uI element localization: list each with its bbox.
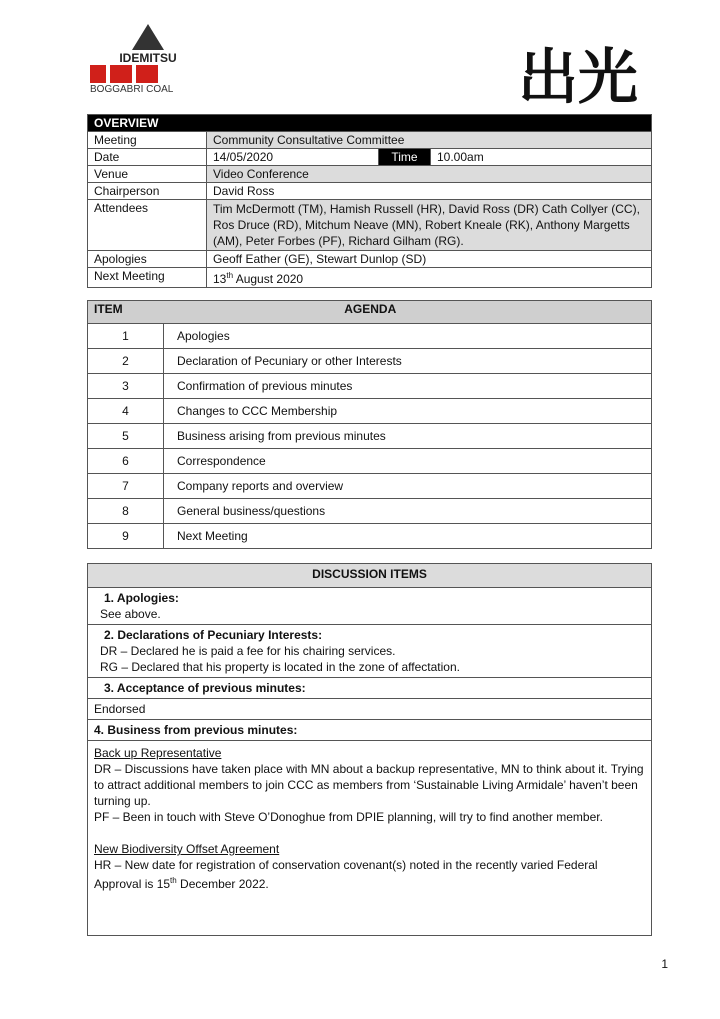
agenda-row [88, 374, 652, 399]
agenda-col-item: ITEM [88, 301, 164, 324]
chair-label: Chairperson [88, 183, 207, 200]
apologies-value: Geoff Eather (GE), Stewart Dunlop (SD) [207, 251, 652, 268]
agenda-row [88, 524, 652, 549]
date-value: 14/05/2020 [207, 149, 379, 166]
section-apologies-body: See above. [100, 607, 161, 621]
biodiversity-heading: New Biodiversity Offset Agreement [94, 842, 280, 856]
backup-rep-para-1: DR – Discussions have taken place with MN about a backup representative, MN to think about it. Trying to attract additional members to join CCC as members from ‘Sustainable Living Armidale’ haven’t been turning up. [94, 762, 644, 808]
idemitsu-logo [88, 22, 208, 96]
attendees-value: Tim McDermott (TM), Hamish Russell (HR), David Ross (DR) Cath Collyer (CC), Ros Druce (RD), Mitchum Neave (MN), Robert Kneale (RK), Anthony Margetts (AM), Peter Forbes (PF), Richard Gilham (RG). [207, 200, 652, 251]
chair-value: David Ross [207, 183, 652, 200]
apologies-label: Apologies [88, 251, 207, 268]
agenda-item-title: Apologies [164, 324, 652, 349]
agenda-item-number: 4 [88, 399, 164, 424]
kanji-logo [518, 44, 658, 108]
agenda-row [88, 474, 652, 499]
agenda-table [87, 300, 652, 549]
agenda-item-number: 3 [88, 374, 164, 399]
agenda-row [88, 324, 652, 349]
agenda-item-title: Next Meeting [164, 524, 652, 549]
discussion-title: DISCUSSION ITEMS [88, 564, 652, 588]
agenda-col-agenda: AGENDA [164, 301, 652, 324]
section-acceptance-title: 3. Acceptance of previous minutes: [88, 678, 652, 699]
section-business-title: 4. Business from previous minutes: [88, 720, 652, 741]
agenda-item-number: 5 [88, 424, 164, 449]
meeting-label: Meeting [88, 132, 207, 149]
pecuniary-section [88, 625, 652, 678]
biodiversity-para: HR – New date for registration of conservation covenant(s) noted in the recently varied Federal Approval is 15th December 2022. [94, 858, 598, 891]
agenda-item-number: 9 [88, 524, 164, 549]
backup-rep-para-2: PF – Been in touch with Steve O’Donoghue from DPIE planning, will try to find another member. [94, 810, 603, 824]
svg-text:BOGGABRI COAL: BOGGABRI COAL [90, 84, 174, 95]
agenda-item-number: 6 [88, 449, 164, 474]
svg-text:IDEMITSU: IDEMITSU [119, 51, 177, 65]
pecuniary-line-1: DR – Declared he is paid a fee for his chairing services. [100, 644, 396, 658]
pecuniary-line-2: RG – Declared that his property is located in the zone of affectation. [100, 660, 460, 674]
overview-title: OVERVIEW [88, 115, 652, 132]
time-label: Time [379, 149, 431, 166]
venue-value: Video Conference [207, 166, 652, 183]
backup-rep-heading: Back up Representative [94, 746, 222, 760]
agenda-row [88, 399, 652, 424]
agenda-item-title: Business arising from previous minutes [164, 424, 652, 449]
section-acceptance-body: Endorsed [88, 699, 652, 720]
section-apologies-title: 1. Apologies: [104, 591, 179, 605]
apologies-section [88, 588, 652, 625]
business-section [88, 741, 652, 936]
time-value: 10.00am [431, 149, 652, 166]
attendees-label: Attendees [88, 200, 207, 251]
agenda-item-title: General business/questions [164, 499, 652, 524]
next-meeting-value: 13th August 2020 [207, 268, 652, 288]
next-meeting-label: Next Meeting [88, 268, 207, 288]
agenda-item-number: 7 [88, 474, 164, 499]
section-pecuniary-title: 2. Declarations of Pecuniary Interests: [104, 628, 323, 642]
meeting-value: Community Consultative Committee [207, 132, 652, 149]
agenda-item-title: Correspondence [164, 449, 652, 474]
agenda-row [88, 499, 652, 524]
overview-table [87, 114, 652, 288]
agenda-row [88, 424, 652, 449]
agenda-item-number: 1 [88, 324, 164, 349]
agenda-item-title: Declaration of Pecuniary or other Interests [164, 349, 652, 374]
agenda-row [88, 349, 652, 374]
agenda-item-title: Company reports and overview [164, 474, 652, 499]
page-number: 1 [661, 957, 668, 971]
agenda-item-number: 2 [88, 349, 164, 374]
discussion-table [87, 563, 652, 936]
agenda-item-title: Confirmation of previous minutes [164, 374, 652, 399]
agenda-row [88, 449, 652, 474]
svg-text:出光: 出光 [518, 44, 638, 108]
agenda-item-title: Changes to CCC Membership [164, 399, 652, 424]
agenda-item-number: 8 [88, 499, 164, 524]
date-label: Date [88, 149, 207, 166]
venue-label: Venue [88, 166, 207, 183]
